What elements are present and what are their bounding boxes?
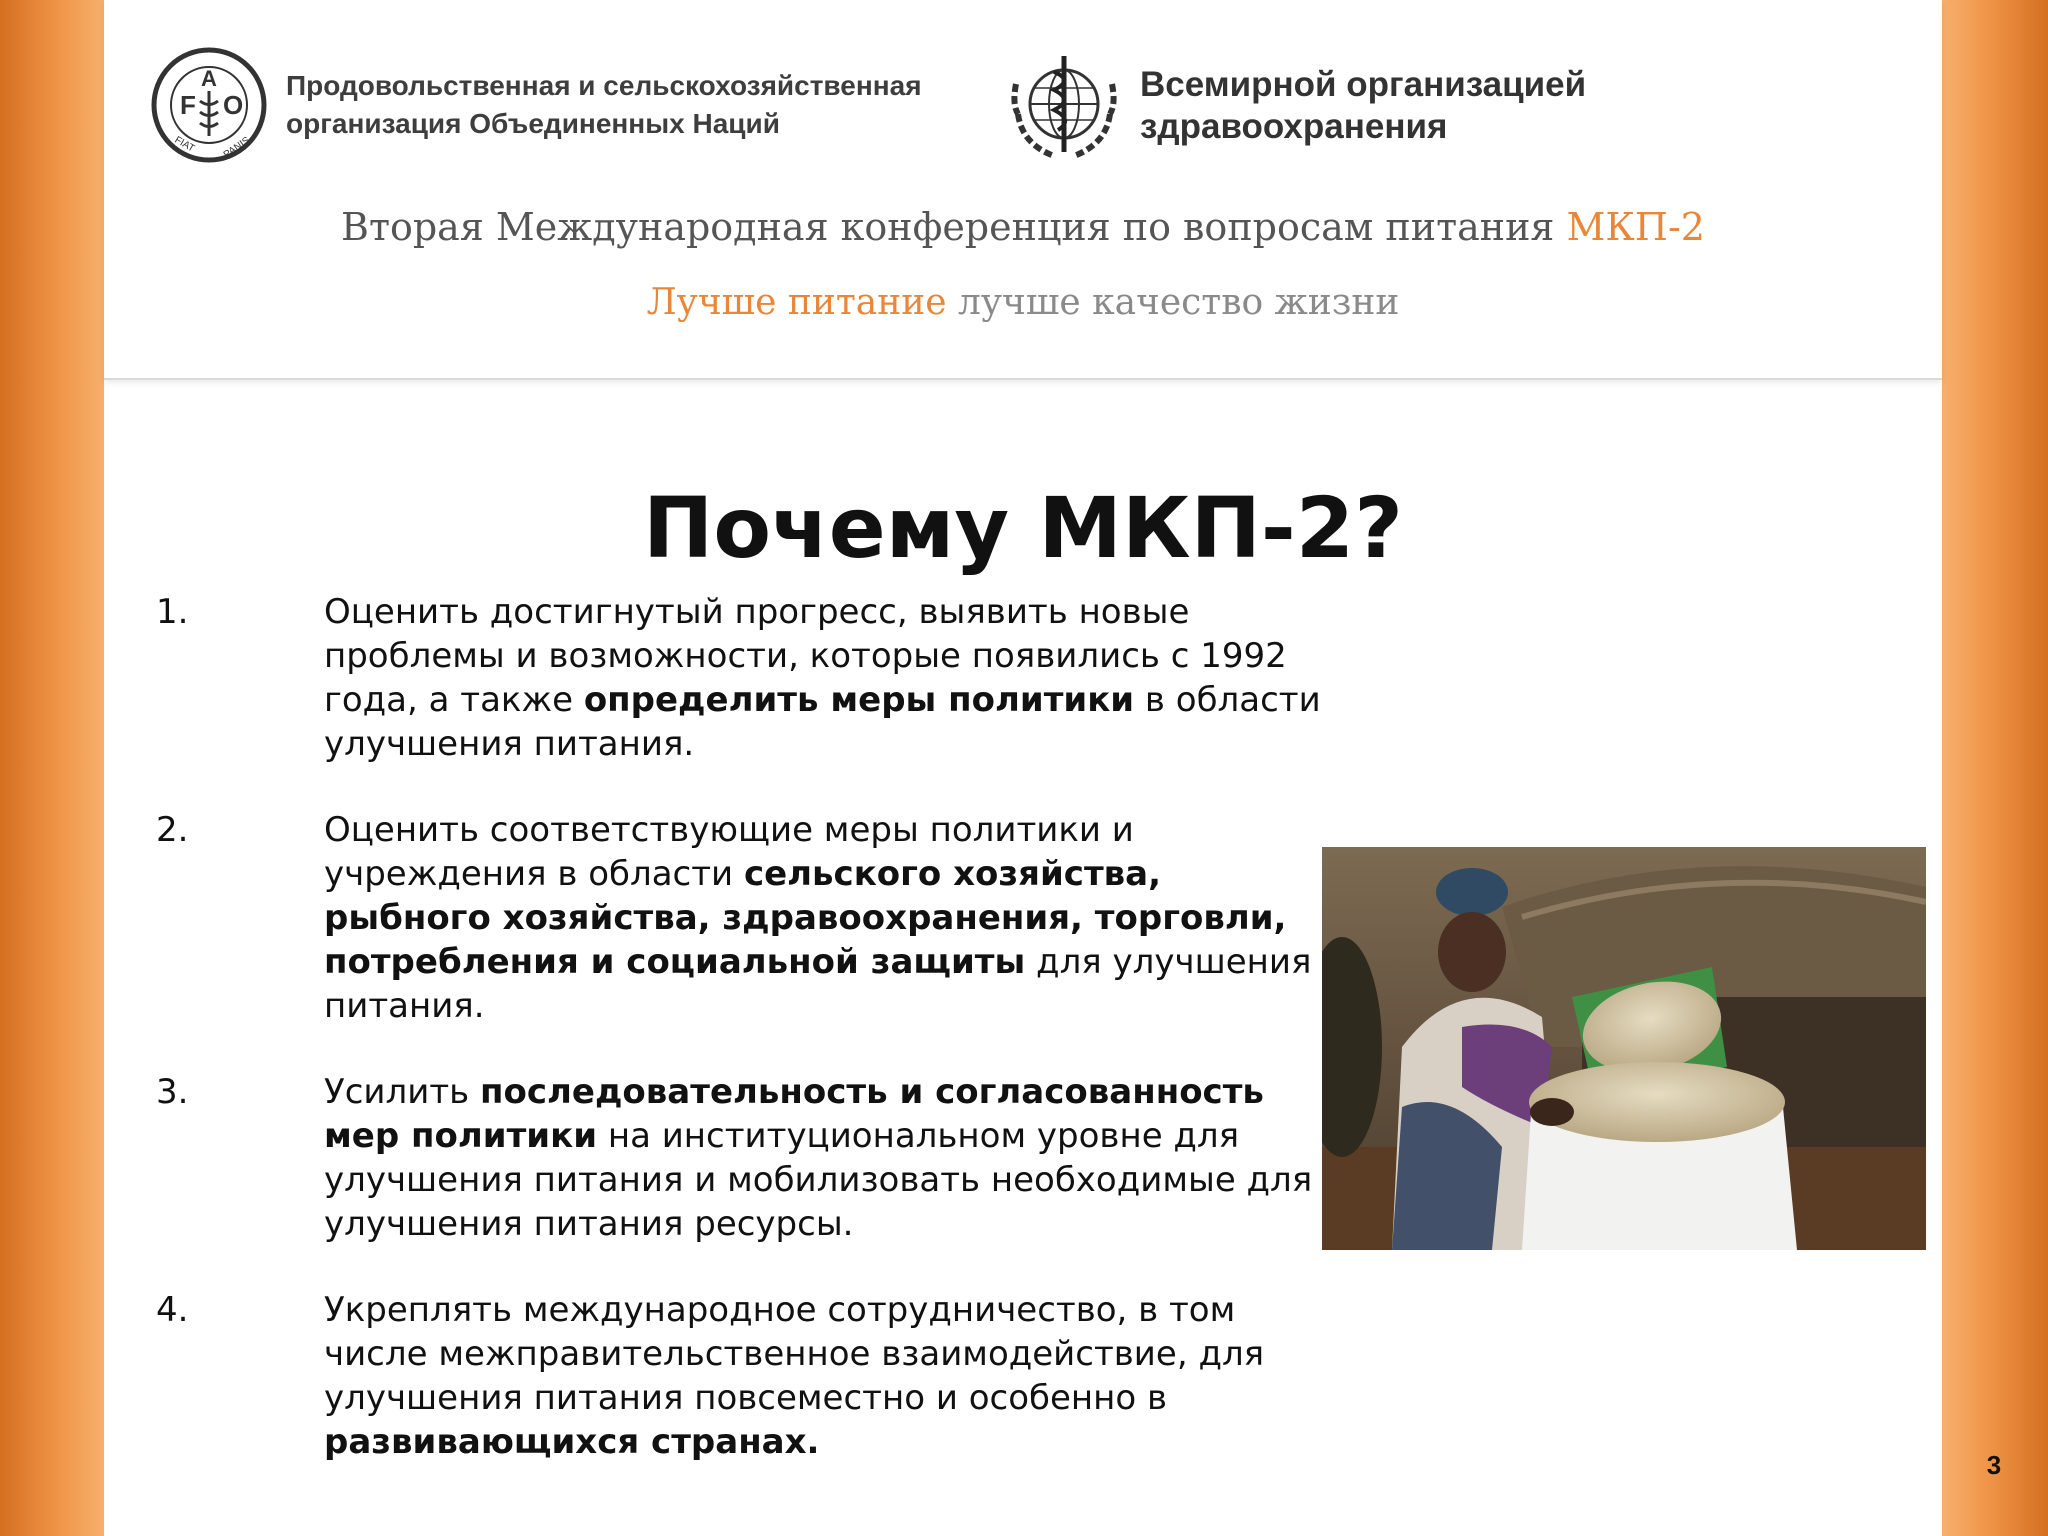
- who-emblem-icon: [1002, 44, 1126, 168]
- text-segment: Оценить соответствующие меры политики и учреждения в области: [324, 810, 1134, 894]
- list-item-number: 1.: [156, 592, 189, 632]
- who-name-line1: Всемирной организацией: [1140, 65, 1587, 104]
- fao-logo-icon: [150, 46, 268, 164]
- slide: [104, 0, 1942, 1536]
- text-segment-bold: последовательность и согласованность мер политики: [324, 1072, 1264, 1156]
- text-segment: в области улучшения питания.: [324, 680, 1321, 764]
- list-item-text: [324, 590, 1324, 766]
- text-segment: для улучшения питания.: [324, 942, 1312, 1026]
- list-item-text: [324, 808, 1324, 1028]
- slogan-accent: Лучше питание: [646, 282, 947, 323]
- text-segment: Усилить: [324, 1072, 480, 1112]
- fao-name-line1: Продовольственная и сельскохозяйственная: [286, 70, 922, 101]
- text-segment-bold: определить меры политики: [583, 680, 1135, 720]
- svg-text:F: F: [180, 90, 196, 120]
- fao-block: [150, 46, 922, 164]
- slide-title: Почему МКП-2?: [643, 479, 1403, 577]
- conference-title-text: Вторая Международная конференция по вопросам питания: [341, 205, 1555, 249]
- list-item-number: 3.: [156, 1072, 189, 1112]
- fao-name-line2: организация Объединенных Наций: [286, 108, 780, 139]
- svg-text:A: A: [201, 66, 217, 91]
- photo-illustration: [1322, 847, 1926, 1250]
- page-number: 3: [1986, 1450, 2002, 1480]
- right-orange-border: [1942, 0, 2048, 1536]
- conference-acronym: МКП-2: [1566, 205, 1705, 249]
- list-item-number: 2.: [156, 810, 189, 850]
- list-item-text: [324, 1070, 1324, 1246]
- svg-text:FIAT: FIAT: [172, 134, 197, 155]
- left-orange-border: [0, 0, 104, 1536]
- slogan-rest: лучше качество жизни: [958, 282, 1400, 323]
- list-item-number: 4.: [156, 1290, 189, 1330]
- text-segment: Укреплять международное сотрудничество, в том числе межправительственное взаимодействие, для улучшения питания повсеместно и особенно в: [324, 1290, 1265, 1418]
- slide-header: [104, 0, 1942, 380]
- text-segment: Оценить достигнутый прогресс, выявить новые проблемы и возможности, которые появились с 1992 года, а также: [324, 592, 1287, 720]
- svg-text:O: O: [223, 90, 244, 120]
- list-item-text: [324, 1288, 1324, 1464]
- svg-text:PANIS: PANIS: [221, 134, 253, 161]
- text-segment-bold: развивающихся странах.: [324, 1422, 820, 1462]
- text-segment: на институциональном уровне для улучшения питания и мобилизовать необходимые для улучшения питания ресурсы.: [324, 1116, 1313, 1244]
- conference-title: [104, 205, 1942, 249]
- who-block: [1002, 44, 1586, 168]
- conference-slogan: [104, 282, 1942, 323]
- text-segment-bold: сельского хозяйства, рыбного хозяйства, здравоохранения, торговли, потребления и социальной защиты: [324, 854, 1287, 982]
- who-name-line2: здравоохранения: [1140, 107, 1448, 146]
- woman-pouring-grain-photo: [1322, 847, 1926, 1250]
